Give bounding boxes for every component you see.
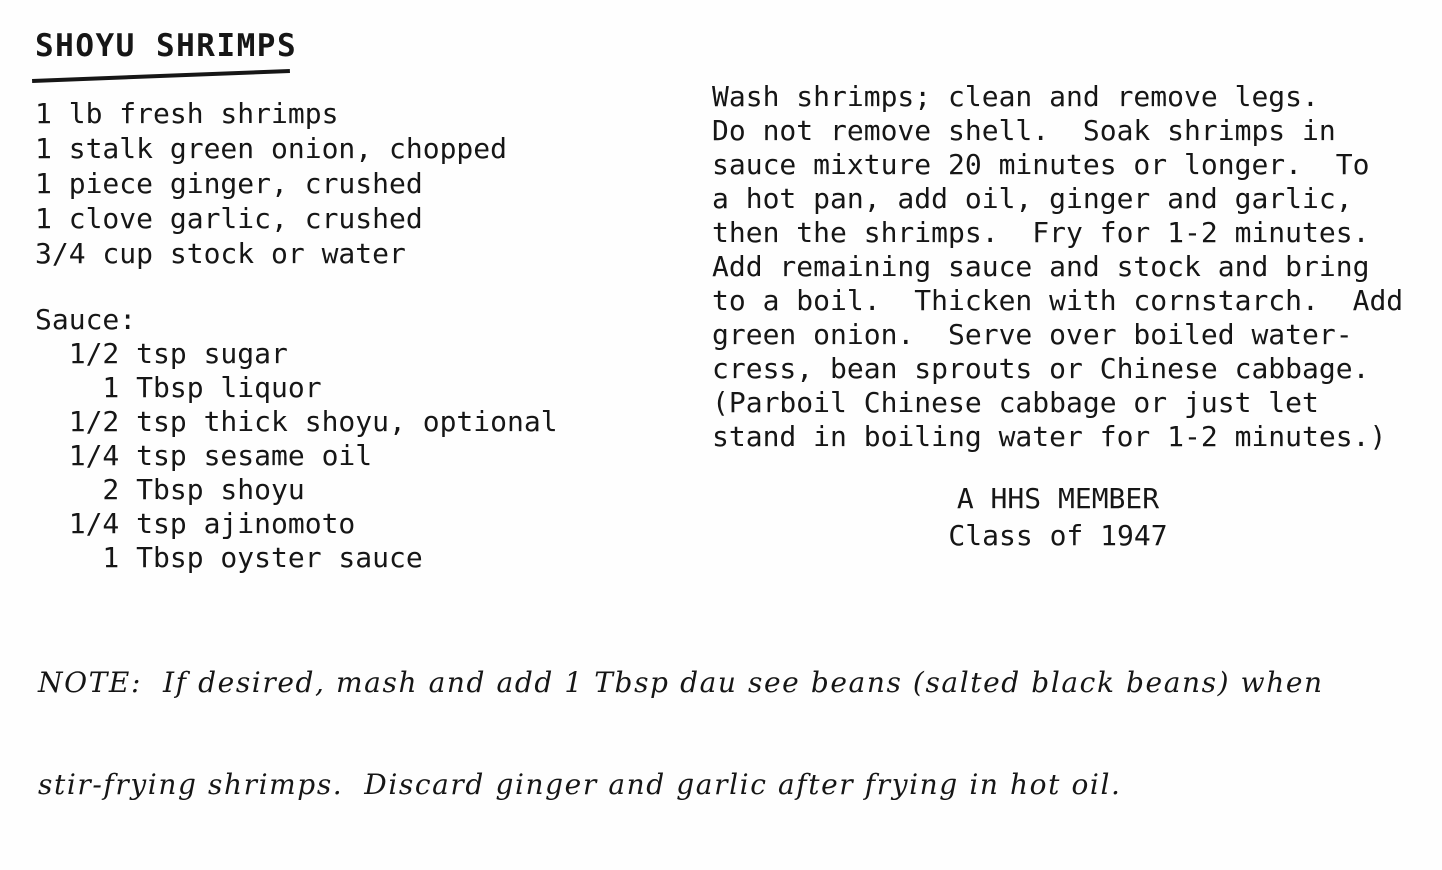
- sauce-line: 1/2 tsp sugar: [35, 337, 288, 370]
- note-line-2: stir-frying shrimps. Discard ginger and garlic after frying in hot oil.: [38, 768, 1122, 801]
- instruction-line: Add remaining sauce and stock and bring: [712, 250, 1370, 283]
- instruction-line: then the shrimps. Fry for 1-2 minutes.: [712, 216, 1370, 249]
- title-underline: [32, 69, 290, 83]
- instructions-paragraph: [712, 80, 1403, 454]
- instruction-line: stand in boiling water for 1-2 minutes.): [712, 420, 1387, 453]
- attribution-member: A HHS MEMBER: [956, 482, 1160, 515]
- instruction-line: cress, bean sprouts or Chinese cabbage.: [712, 352, 1370, 385]
- sauce-line: 1/2 tsp thick shoyu, optional: [35, 405, 558, 438]
- note-line-1: NOTE: If desired, mash and add 1 Tbsp dau see beans (salted black beans) when: [38, 666, 1324, 699]
- ingredient-line: 1 lb fresh shrimps: [35, 97, 339, 130]
- instruction-line: to a boil. Thicken with cornstarch. Add: [712, 284, 1404, 317]
- attribution-class-year: Class of 1947: [948, 519, 1168, 552]
- instruction-line: a hot pan, add oil, ginger and garlic,: [712, 182, 1353, 215]
- sauce-line: 2 Tbsp shoyu: [35, 473, 305, 506]
- ingredient-line: 1 clove garlic, crushed: [35, 202, 423, 235]
- instruction-line: Wash shrimps; clean and remove legs.: [712, 80, 1319, 113]
- sauce-line: 1/4 tsp sesame oil: [35, 439, 373, 472]
- sauce-line: 1 Tbsp oyster sauce: [35, 541, 423, 574]
- ingredients-list: [35, 96, 507, 271]
- instruction-line: (Parboil Chinese cabbage or just let: [712, 386, 1319, 419]
- ingredient-line: 3/4 cup stock or water: [35, 237, 406, 270]
- sauce-line: 1 Tbsp liquor: [35, 371, 322, 404]
- note-footer: [38, 598, 1324, 870]
- recipe-title: SHOYU SHRIMPS: [35, 28, 298, 64]
- instruction-line: Do not remove shell. Soak shrimps in: [712, 114, 1336, 147]
- instruction-line: sauce mixture 20 minutes or longer. To: [712, 148, 1370, 181]
- sauce-line: 1/4 tsp ajinomoto: [35, 507, 356, 540]
- attribution: [712, 480, 1404, 554]
- instruction-line: green onion. Serve over boiled water-: [712, 318, 1353, 351]
- ingredient-line: 1 stalk green onion, chopped: [35, 132, 508, 165]
- ingredient-line: 1 piece ginger, crushed: [35, 167, 423, 200]
- sauce-heading: Sauce:: [35, 303, 137, 336]
- sauce-section: [35, 303, 558, 575]
